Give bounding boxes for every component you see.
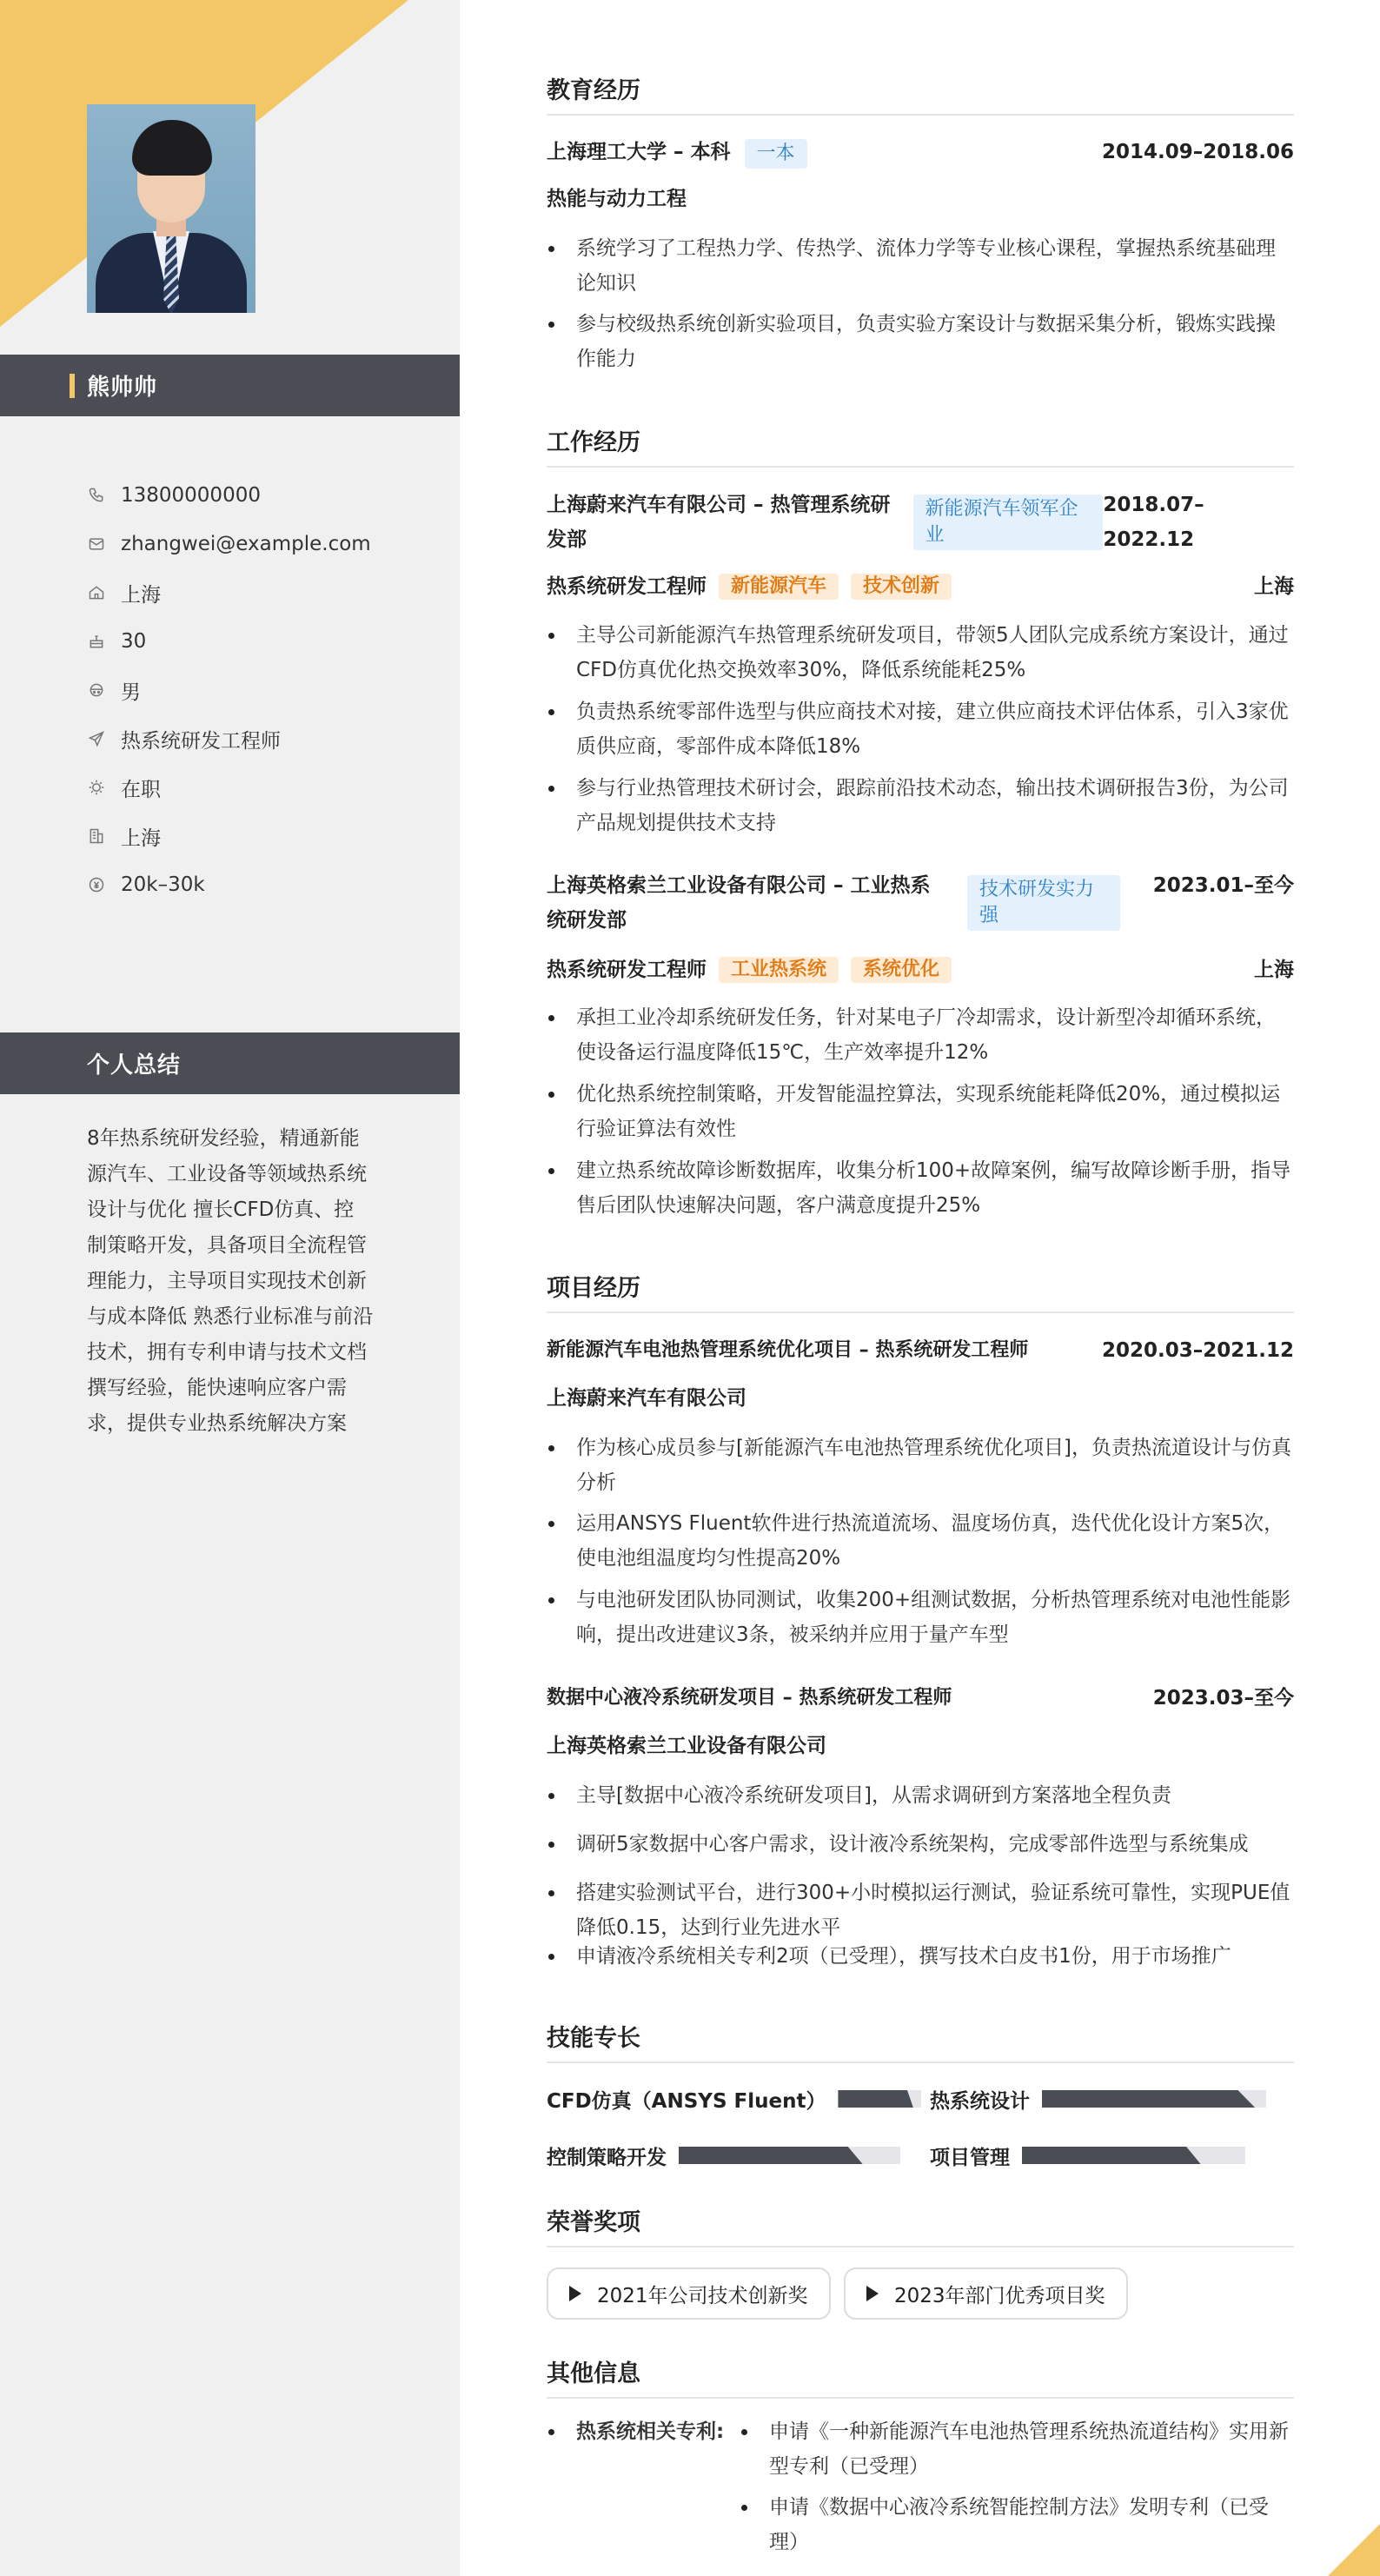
skill-name: 控制策略开发 <box>547 2146 667 2169</box>
sidebar <box>0 0 460 2576</box>
education-school: 上海理工大学 – 本科 <box>547 141 731 163</box>
other-item: 申请《数据中心液冷系统智能控制方法》发明专利（已受理） <box>740 2490 1294 2559</box>
education-bullet: 系统学习了工程热力学、传热学、流体力学等专业核心课程，掌握热系统基础理论知识 <box>547 231 1294 301</box>
project-bullet: 与电池研发团队协同测试，收集200+组测试数据，分析热管理系统对电池性能影响，提出改进建议3条，被采纳并应用于量产车型 <box>547 1583 1294 1652</box>
project-header <box>547 1681 1294 1716</box>
gender-icon <box>87 681 106 700</box>
other-label <box>547 2414 738 2449</box>
info-city-text: 上海 <box>121 827 161 850</box>
skill-item <box>930 2141 1245 2170</box>
job-tag: 工业热系统 <box>719 957 839 983</box>
play-triangle-icon <box>866 2286 879 2301</box>
project-bullet: 搭建实验测试平台，进行300+小时模拟运行测试，验证系统可靠性，实现PUE值降低0.15，达到行业先进水平 <box>547 1876 1294 1945</box>
award-badge <box>547 2267 831 2320</box>
job-header <box>547 868 1294 938</box>
job-tag: 系统优化 <box>851 957 952 983</box>
job-bullet: 建立热系统故障诊断数据库，收集分析100+故障案例，编写故障诊断手册，指导售后团队快速解决问题，客户满意度提升25% <box>547 1153 1294 1223</box>
info-phone <box>87 471 452 520</box>
award-badge <box>844 2267 1128 2320</box>
job-company: 上海英格索兰工业设备有限公司 – 工业热系统研发部 <box>547 874 931 932</box>
mail-icon <box>87 534 106 554</box>
info-age-text: 30 <box>121 630 147 653</box>
project-bullet: 作为核心成员参与[新能源汽车电池热管理系统优化项目]，负责热流道设计与仿真分析 <box>547 1431 1294 1500</box>
skill-bar <box>1042 2090 1266 2108</box>
project-name: 新能源汽车电池热管理系统优化项目 – 热系统研发工程师 <box>547 1339 1029 1361</box>
job-period: 2023.01–至今 <box>1152 874 1294 897</box>
education-period: 2014.09–2018.06 <box>1101 141 1294 163</box>
info-email <box>87 520 452 568</box>
job-tag: 新能源汽车 <box>719 574 839 600</box>
info-position <box>87 714 452 763</box>
skill-bar-fill <box>1022 2147 1201 2164</box>
project-company-row <box>547 1381 1294 1416</box>
info-salary-text: 20k–30k <box>121 873 205 896</box>
education-tag: 一本 <box>745 139 807 169</box>
skills-title: 技能专长 <box>547 2019 1294 2063</box>
info-status <box>87 763 452 812</box>
work-title: 工作经历 <box>547 423 1294 468</box>
info-location <box>87 568 452 617</box>
job-company: 上海蔚来汽车有限公司 – 热管理系统研发部 <box>547 494 891 551</box>
project-period: 2020.03–2021.12 <box>1101 1339 1294 1362</box>
money-icon <box>87 875 106 894</box>
education-bullet: 参与校级热系统创新实验项目，负责实验方案设计与数据采集分析，锻炼实践操作能力 <box>547 307 1294 376</box>
project-bullet: 运用ANSYS Fluent软件进行热流道流场、温度场仿真，迭代优化设计方案5次，使电池组温度均匀性提高20% <box>547 1506 1294 1576</box>
profile-photo <box>87 104 255 313</box>
education-title: 教育经历 <box>547 71 1294 116</box>
skill-bar <box>1022 2147 1245 2164</box>
awards-title: 荣誉奖项 <box>547 2203 1294 2247</box>
education-major: 热能与动力工程 <box>547 188 687 210</box>
job-bullet: 负责热系统零部件选型与供应商技术对接，建立供应商技术评估体系，引入3家优质供应商，零部件成本降低18% <box>547 694 1294 764</box>
info-salary <box>87 860 452 909</box>
job-company-tag: 新能源汽车领军企业 <box>913 495 1104 550</box>
skill-bar-fill <box>1042 2090 1255 2108</box>
other-title: 其他信息 <box>547 2354 1294 2399</box>
info-location-text: 上海 <box>121 583 161 607</box>
skill-item <box>930 2084 1266 2114</box>
summary-text: 8年热系统研发经验，精通新能源汽车、工业设备等领域热系统设计与优化 擅长CFD仿真、控制策略开发，具备项目全流程管理能力，主导项目实现技术创新与成本降低 熟悉行业标准与前沿技术，拥有专利申请与技术文档撰写经验，能快速响应客户需求，提供专业热系统解决方案 <box>87 1127 374 1435</box>
project-period: 2023.03–至今 <box>1152 1687 1294 1710</box>
candidate-name: 熊帅帅 <box>87 375 158 401</box>
skill-item <box>547 2084 921 2114</box>
info-position-text: 热系统研发工程师 <box>121 729 281 753</box>
job-city: 上海 <box>1254 575 1294 598</box>
project-bullet: 调研5家数据中心客户需求，设计液冷系统架构，完成零部件选型与系统集成 <box>547 1827 1294 1862</box>
skill-bar <box>838 2090 921 2108</box>
skill-bar-fill <box>838 2090 912 2108</box>
summary-title: 个人总结 <box>0 1032 460 1094</box>
send-icon <box>87 729 106 748</box>
education-major-row <box>547 182 1294 216</box>
corner-accent-triangle <box>1328 2524 1380 2576</box>
project-header <box>547 1333 1294 1368</box>
job-bullet: 主导公司新能源汽车热管理系统研发项目，带领5人团队完成系统方案设计，通过CFD仿真优化热交换效率30%，降低系统能耗25% <box>547 618 1294 687</box>
award-text: 2023年部门优秀项目奖 <box>894 2284 1105 2307</box>
info-gender-text: 男 <box>121 681 141 704</box>
skill-name: CFD仿真（ANSYS Fluent） <box>547 2089 826 2113</box>
job-role: 热系统研发工程师 <box>547 959 707 981</box>
project-company-row <box>547 1729 1294 1763</box>
education-header <box>547 135 1294 169</box>
project-bullet: 主导[数据中心液冷系统研发项目]，从需求调研到方案落地全程负责 <box>547 1778 1294 1813</box>
job-role: 热系统研发工程师 <box>547 575 707 598</box>
job-role-row <box>547 569 1294 604</box>
name-bar <box>0 355 460 416</box>
projects-title: 项目经历 <box>547 1269 1294 1313</box>
play-triangle-icon <box>569 2286 581 2301</box>
phone-icon <box>87 486 106 505</box>
home-icon <box>87 583 106 602</box>
job-header <box>547 488 1294 557</box>
building-icon <box>87 827 106 846</box>
award-text: 2021年公司技术创新奖 <box>597 2284 808 2307</box>
skill-item <box>547 2141 900 2170</box>
status-icon <box>87 778 106 797</box>
skill-bar-fill <box>679 2147 863 2164</box>
contact-info-list <box>87 471 452 909</box>
info-email-text: zhangwei@example.com <box>121 533 371 555</box>
job-city: 上海 <box>1254 959 1294 981</box>
info-status-text: 在职 <box>121 778 161 801</box>
job-tag: 技术创新 <box>851 574 952 600</box>
job-role-row <box>547 953 1294 987</box>
info-gender <box>87 666 452 714</box>
job-bullet: 优化热系统控制策略，开发智能温控算法，实现系统能耗降低20%，通过模拟运行验证算法有效性 <box>547 1077 1294 1146</box>
skill-name: 项目管理 <box>930 2146 1010 2169</box>
info-age <box>87 617 452 666</box>
info-phone-text: 13800000000 <box>121 484 261 507</box>
job-bullet: 参与行业热管理技术研讨会，跟踪前沿技术动态，输出技术调研报告3份，为公司产品规划提供技术支持 <box>547 771 1294 840</box>
other-item: 申请《一种新能源汽车电池热管理系统热流道结构》实用新型专利（已受理） <box>740 2414 1294 2484</box>
skill-name: 热系统设计 <box>930 2089 1030 2113</box>
cake-icon <box>87 632 106 651</box>
project-company: 上海蔚来汽车有限公司 <box>547 1387 746 1410</box>
job-company-tag: 技术研发实力强 <box>967 875 1120 931</box>
project-company: 上海英格索兰工业设备有限公司 <box>547 1735 826 1757</box>
job-bullet: 承担工业冷却系统研发任务，针对某电子厂冷却需求，设计新型冷却循环系统，使设备运行温度降低15℃，生产效率提升12% <box>547 1000 1294 1070</box>
project-bullet: 申请液冷系统相关专利2项（已受理），撰写技术白皮书1份，用于市场推广 <box>547 1939 1294 1974</box>
other-label-text: 热系统相关专利: <box>576 2420 725 2443</box>
skill-bar <box>679 2147 900 2164</box>
project-name: 数据中心液冷系统研发项目 – 热系统研发工程师 <box>547 1687 952 1709</box>
job-period: 2018.07–2022.12 <box>1103 494 1204 551</box>
name-accent-marker <box>70 374 75 398</box>
info-city <box>87 812 452 860</box>
